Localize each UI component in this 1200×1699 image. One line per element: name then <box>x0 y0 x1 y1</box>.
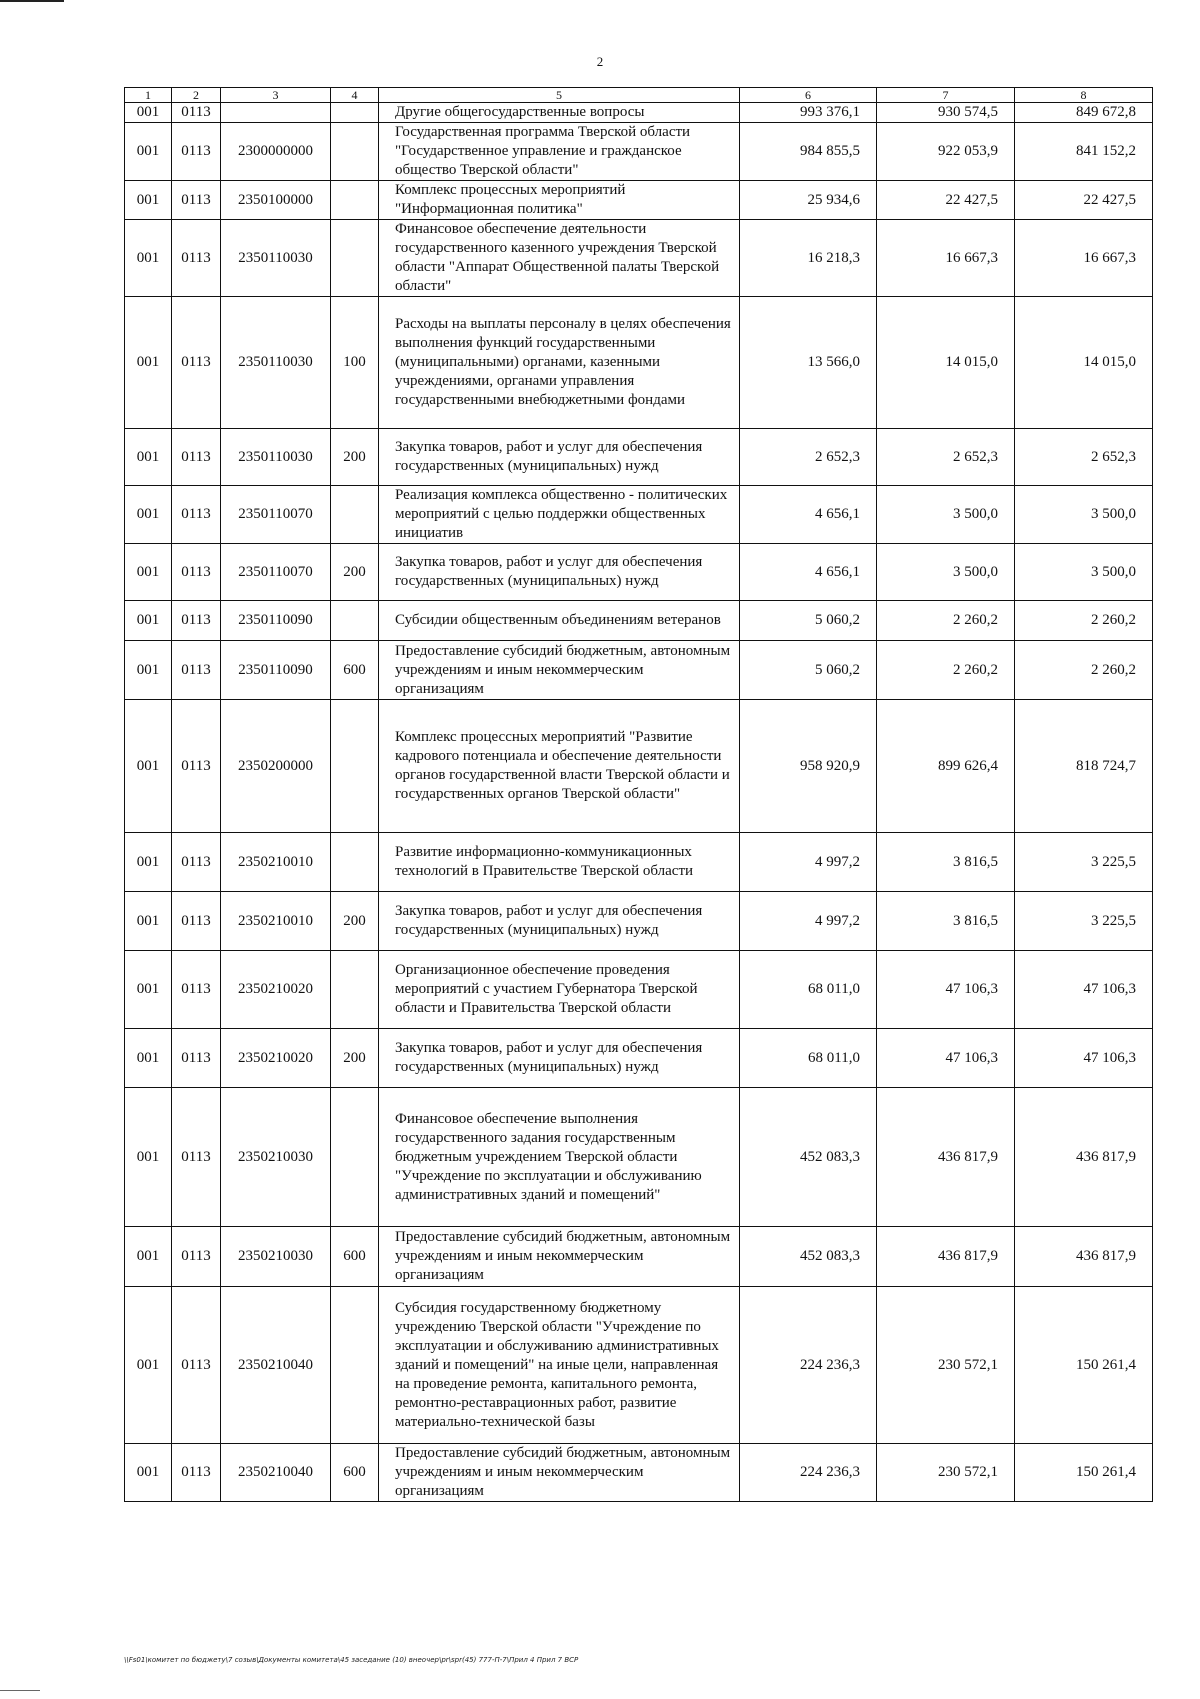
cell-amount-col8: 436 817,9 <box>1015 1227 1153 1287</box>
table-row <box>125 544 1153 601</box>
cell-description: Комплекс процессных мероприятий "Развитие кадрового потенциала и обеспечение деятельности органов государственной власти Тверской области и государственных органов Тверской области" <box>379 700 740 833</box>
cell-subsection-code: 0113 <box>172 1444 221 1502</box>
table-row <box>125 1029 1153 1088</box>
cell-target-article: 2350110090 <box>221 601 331 641</box>
cell-subsection-code: 0113 <box>172 1029 221 1088</box>
file-path-footer: \\Fs01\комитет по бюджету\7 созыв\Документы комитета\45 заседание (10) внеочер\pr\spr(45) 777-П-7\Прил 4 Прил 7 ВСР <box>124 1656 579 1664</box>
cell-section-code: 001 <box>125 123 172 181</box>
cell-section-code: 001 <box>125 544 172 601</box>
cell-target-article: 2350110070 <box>221 486 331 544</box>
cell-expense-type: 200 <box>331 429 379 486</box>
cell-subsection-code: 0113 <box>172 297 221 429</box>
cell-expense-type <box>331 951 379 1029</box>
cell-expense-type <box>331 123 379 181</box>
cell-section-code: 001 <box>125 1029 172 1088</box>
cell-amount-col7: 930 574,5 <box>877 103 1015 123</box>
cell-target-article: 2350210020 <box>221 951 331 1029</box>
cell-expense-type <box>331 181 379 220</box>
header-col-1: 1 <box>125 88 172 103</box>
cell-expense-type: 600 <box>331 641 379 700</box>
cell-description: Финансовое обеспечение деятельности государственного казенного учреждения Тверской области "Аппарат Общественной палаты Тверской области" <box>379 220 740 297</box>
table-row <box>125 601 1153 641</box>
cell-expense-type <box>331 220 379 297</box>
table-row <box>125 700 1153 833</box>
table-row <box>125 892 1153 951</box>
cell-subsection-code: 0113 <box>172 641 221 700</box>
cell-target-article: 2350200000 <box>221 700 331 833</box>
cell-amount-col6: 13 566,0 <box>740 297 877 429</box>
budget-table <box>124 87 1153 1502</box>
cell-amount-col7: 230 572,1 <box>877 1287 1015 1444</box>
cell-expense-type <box>331 1088 379 1227</box>
table-row <box>125 429 1153 486</box>
page-number: 2 <box>596 54 604 69</box>
cell-amount-col7: 2 652,3 <box>877 429 1015 486</box>
cell-amount-col8: 849 672,8 <box>1015 103 1153 123</box>
cell-section-code: 001 <box>125 1287 172 1444</box>
cell-description: Предоставление субсидий бюджетным, автономным учреждениям и иным некоммерческим организациям <box>379 1227 740 1287</box>
cell-amount-col7: 922 053,9 <box>877 123 1015 181</box>
cell-description: Развитие информационно-коммуникационных технологий в Правительстве Тверской области <box>379 833 740 892</box>
cell-amount-col8: 47 106,3 <box>1015 951 1153 1029</box>
scan-artifact-line-bottom <box>0 1690 40 1691</box>
table-row <box>125 951 1153 1029</box>
cell-subsection-code: 0113 <box>172 892 221 951</box>
cell-amount-col6: 958 920,9 <box>740 700 877 833</box>
cell-subsection-code: 0113 <box>172 833 221 892</box>
cell-amount-col6: 4 997,2 <box>740 833 877 892</box>
cell-amount-col8: 818 724,7 <box>1015 700 1153 833</box>
cell-section-code: 001 <box>125 641 172 700</box>
cell-amount-col8: 2 652,3 <box>1015 429 1153 486</box>
cell-subsection-code: 0113 <box>172 429 221 486</box>
cell-expense-type <box>331 700 379 833</box>
cell-amount-col8: 2 260,2 <box>1015 601 1153 641</box>
cell-amount-col7: 2 260,2 <box>877 601 1015 641</box>
table-row <box>125 641 1153 700</box>
cell-subsection-code: 0113 <box>172 700 221 833</box>
cell-target-article: 2350110030 <box>221 220 331 297</box>
header-col-5: 5 <box>379 88 740 103</box>
cell-description: Реализация комплекса общественно - политических мероприятий с целью поддержки общественных инициатив <box>379 486 740 544</box>
cell-target-article: 2350210010 <box>221 892 331 951</box>
cell-amount-col6: 984 855,5 <box>740 123 877 181</box>
table-row <box>125 181 1153 220</box>
table-row <box>125 1227 1153 1287</box>
cell-expense-type <box>331 103 379 123</box>
cell-amount-col6: 5 060,2 <box>740 641 877 700</box>
cell-amount-col6: 68 011,0 <box>740 1029 877 1088</box>
table-header-row <box>125 88 1153 103</box>
cell-expense-type <box>331 486 379 544</box>
cell-amount-col7: 3 500,0 <box>877 544 1015 601</box>
cell-expense-type: 600 <box>331 1444 379 1502</box>
scan-artifact-line <box>0 0 64 2</box>
cell-section-code: 001 <box>125 833 172 892</box>
cell-description: Субсидия государственному бюджетному учреждению Тверской области "Учреждение по эксплуатации и обслуживанию административных зданий и помещений" на иные цели, направленная на проведение ремонта, капитального ремонта, ремонтно-реставрационных работ, развитие материально-технической базы <box>379 1287 740 1444</box>
cell-amount-col7: 3 816,5 <box>877 833 1015 892</box>
cell-amount-col7: 230 572,1 <box>877 1444 1015 1502</box>
cell-description: Комплекс процессных мероприятий "Информационная политика" <box>379 181 740 220</box>
cell-amount-col8: 436 817,9 <box>1015 1088 1153 1227</box>
cell-description: Субсидии общественным объединениям ветеранов <box>379 601 740 641</box>
cell-section-code: 001 <box>125 1227 172 1287</box>
cell-target-article: 2350210030 <box>221 1088 331 1227</box>
cell-expense-type: 200 <box>331 1029 379 1088</box>
table-body <box>125 103 1153 1502</box>
header-col-8: 8 <box>1015 88 1153 103</box>
cell-description: Финансовое обеспечение выполнения государственного задания государственным бюджетным учреждением Тверской области "Учреждение по эксплуатации и обслуживанию административных зданий и помещений" <box>379 1088 740 1227</box>
cell-section-code: 001 <box>125 297 172 429</box>
cell-target-article: 2350110090 <box>221 641 331 700</box>
cell-expense-type: 100 <box>331 297 379 429</box>
cell-section-code: 001 <box>125 220 172 297</box>
header-col-6: 6 <box>740 88 877 103</box>
cell-amount-col7: 3 500,0 <box>877 486 1015 544</box>
header-col-7: 7 <box>877 88 1015 103</box>
cell-amount-col8: 3 500,0 <box>1015 544 1153 601</box>
cell-description: Закупка товаров, работ и услуг для обеспечения государственных (муниципальных) нужд <box>379 544 740 601</box>
cell-subsection-code: 0113 <box>172 1227 221 1287</box>
table-row <box>125 103 1153 123</box>
cell-amount-col6: 4 656,1 <box>740 544 877 601</box>
cell-target-article: 2350210030 <box>221 1227 331 1287</box>
cell-target-article: 2350210020 <box>221 1029 331 1088</box>
cell-target-article <box>221 103 331 123</box>
cell-description: Закупка товаров, работ и услуг для обеспечения государственных (муниципальных) нужд <box>379 1029 740 1088</box>
cell-expense-type: 600 <box>331 1227 379 1287</box>
cell-expense-type: 200 <box>331 892 379 951</box>
cell-section-code: 001 <box>125 1444 172 1502</box>
cell-target-article: 2350210040 <box>221 1444 331 1502</box>
cell-amount-col6: 224 236,3 <box>740 1287 877 1444</box>
cell-section-code: 001 <box>125 103 172 123</box>
cell-expense-type <box>331 1287 379 1444</box>
cell-subsection-code: 0113 <box>172 1088 221 1227</box>
cell-target-article: 2350210010 <box>221 833 331 892</box>
cell-target-article: 2350210040 <box>221 1287 331 1444</box>
cell-amount-col8: 2 260,2 <box>1015 641 1153 700</box>
cell-amount-col8: 14 015,0 <box>1015 297 1153 429</box>
cell-description: Организационное обеспечение проведения мероприятий с участием Губернатора Тверской области и Правительства Тверской области <box>379 951 740 1029</box>
cell-amount-col6: 4 656,1 <box>740 486 877 544</box>
table-row <box>125 486 1153 544</box>
cell-subsection-code: 0113 <box>172 1287 221 1444</box>
cell-subsection-code: 0113 <box>172 181 221 220</box>
cell-target-article: 2350110030 <box>221 429 331 486</box>
cell-subsection-code: 0113 <box>172 544 221 601</box>
cell-section-code: 001 <box>125 1088 172 1227</box>
cell-amount-col6: 2 652,3 <box>740 429 877 486</box>
cell-target-article: 2300000000 <box>221 123 331 181</box>
cell-section-code: 001 <box>125 181 172 220</box>
cell-amount-col8: 47 106,3 <box>1015 1029 1153 1088</box>
cell-amount-col6: 4 997,2 <box>740 892 877 951</box>
cell-amount-col6: 68 011,0 <box>740 951 877 1029</box>
cell-amount-col8: 3 225,5 <box>1015 892 1153 951</box>
cell-amount-col7: 22 427,5 <box>877 181 1015 220</box>
cell-amount-col7: 3 816,5 <box>877 892 1015 951</box>
cell-subsection-code: 0113 <box>172 601 221 641</box>
cell-amount-col7: 436 817,9 <box>877 1227 1015 1287</box>
cell-subsection-code: 0113 <box>172 220 221 297</box>
cell-description: Расходы на выплаты персоналу в целях обеспечения выполнения функций государственными (муниципальными) органами, казенными учреждениями, органами управления государственными внебюджетными фондами <box>379 297 740 429</box>
cell-amount-col8: 3 225,5 <box>1015 833 1153 892</box>
cell-target-article: 2350100000 <box>221 181 331 220</box>
cell-amount-col6: 25 934,6 <box>740 181 877 220</box>
cell-amount-col7: 899 626,4 <box>877 700 1015 833</box>
cell-target-article: 2350110030 <box>221 297 331 429</box>
table-row <box>125 123 1153 181</box>
header-col-3: 3 <box>221 88 331 103</box>
cell-description: Предоставление субсидий бюджетным, автономным учреждениям и иным некоммерческим организациям <box>379 1444 740 1502</box>
table-row <box>125 833 1153 892</box>
cell-amount-col6: 452 083,3 <box>740 1088 877 1227</box>
cell-subsection-code: 0113 <box>172 123 221 181</box>
cell-amount-col7: 2 260,2 <box>877 641 1015 700</box>
cell-description: Государственная программа Тверской области "Государственное управление и гражданское общество Тверской области" <box>379 123 740 181</box>
cell-amount-col8: 16 667,3 <box>1015 220 1153 297</box>
cell-description: Предоставление субсидий бюджетным, автономным учреждениям и иным некоммерческим организациям <box>379 641 740 700</box>
cell-subsection-code: 0113 <box>172 103 221 123</box>
cell-subsection-code: 0113 <box>172 486 221 544</box>
cell-description: Другие общегосударственные вопросы <box>379 103 740 123</box>
cell-section-code: 001 <box>125 700 172 833</box>
cell-expense-type <box>331 833 379 892</box>
cell-amount-col6: 993 376,1 <box>740 103 877 123</box>
cell-amount-col6: 16 218,3 <box>740 220 877 297</box>
cell-expense-type: 200 <box>331 544 379 601</box>
cell-section-code: 001 <box>125 892 172 951</box>
table-row <box>125 220 1153 297</box>
cell-amount-col8: 3 500,0 <box>1015 486 1153 544</box>
cell-expense-type <box>331 601 379 641</box>
cell-section-code: 001 <box>125 429 172 486</box>
header-col-4: 4 <box>331 88 379 103</box>
cell-amount-col8: 150 261,4 <box>1015 1444 1153 1502</box>
cell-target-article: 2350110070 <box>221 544 331 601</box>
cell-amount-col6: 224 236,3 <box>740 1444 877 1502</box>
cell-amount-col8: 150 261,4 <box>1015 1287 1153 1444</box>
table-row <box>125 1444 1153 1502</box>
cell-amount-col7: 47 106,3 <box>877 1029 1015 1088</box>
cell-amount-col8: 22 427,5 <box>1015 181 1153 220</box>
cell-section-code: 001 <box>125 486 172 544</box>
cell-description: Закупка товаров, работ и услуг для обеспечения государственных (муниципальных) нужд <box>379 429 740 486</box>
cell-section-code: 001 <box>125 601 172 641</box>
cell-amount-col7: 14 015,0 <box>877 297 1015 429</box>
header-col-2: 2 <box>172 88 221 103</box>
cell-amount-col8: 841 152,2 <box>1015 123 1153 181</box>
cell-amount-col7: 436 817,9 <box>877 1088 1015 1227</box>
cell-description: Закупка товаров, работ и услуг для обеспечения государственных (муниципальных) нужд <box>379 892 740 951</box>
cell-amount-col7: 47 106,3 <box>877 951 1015 1029</box>
cell-amount-col6: 5 060,2 <box>740 601 877 641</box>
cell-amount-col6: 452 083,3 <box>740 1227 877 1287</box>
table-row <box>125 1088 1153 1227</box>
cell-section-code: 001 <box>125 951 172 1029</box>
table-row <box>125 297 1153 429</box>
table-row <box>125 1287 1153 1444</box>
cell-subsection-code: 0113 <box>172 951 221 1029</box>
cell-amount-col7: 16 667,3 <box>877 220 1015 297</box>
